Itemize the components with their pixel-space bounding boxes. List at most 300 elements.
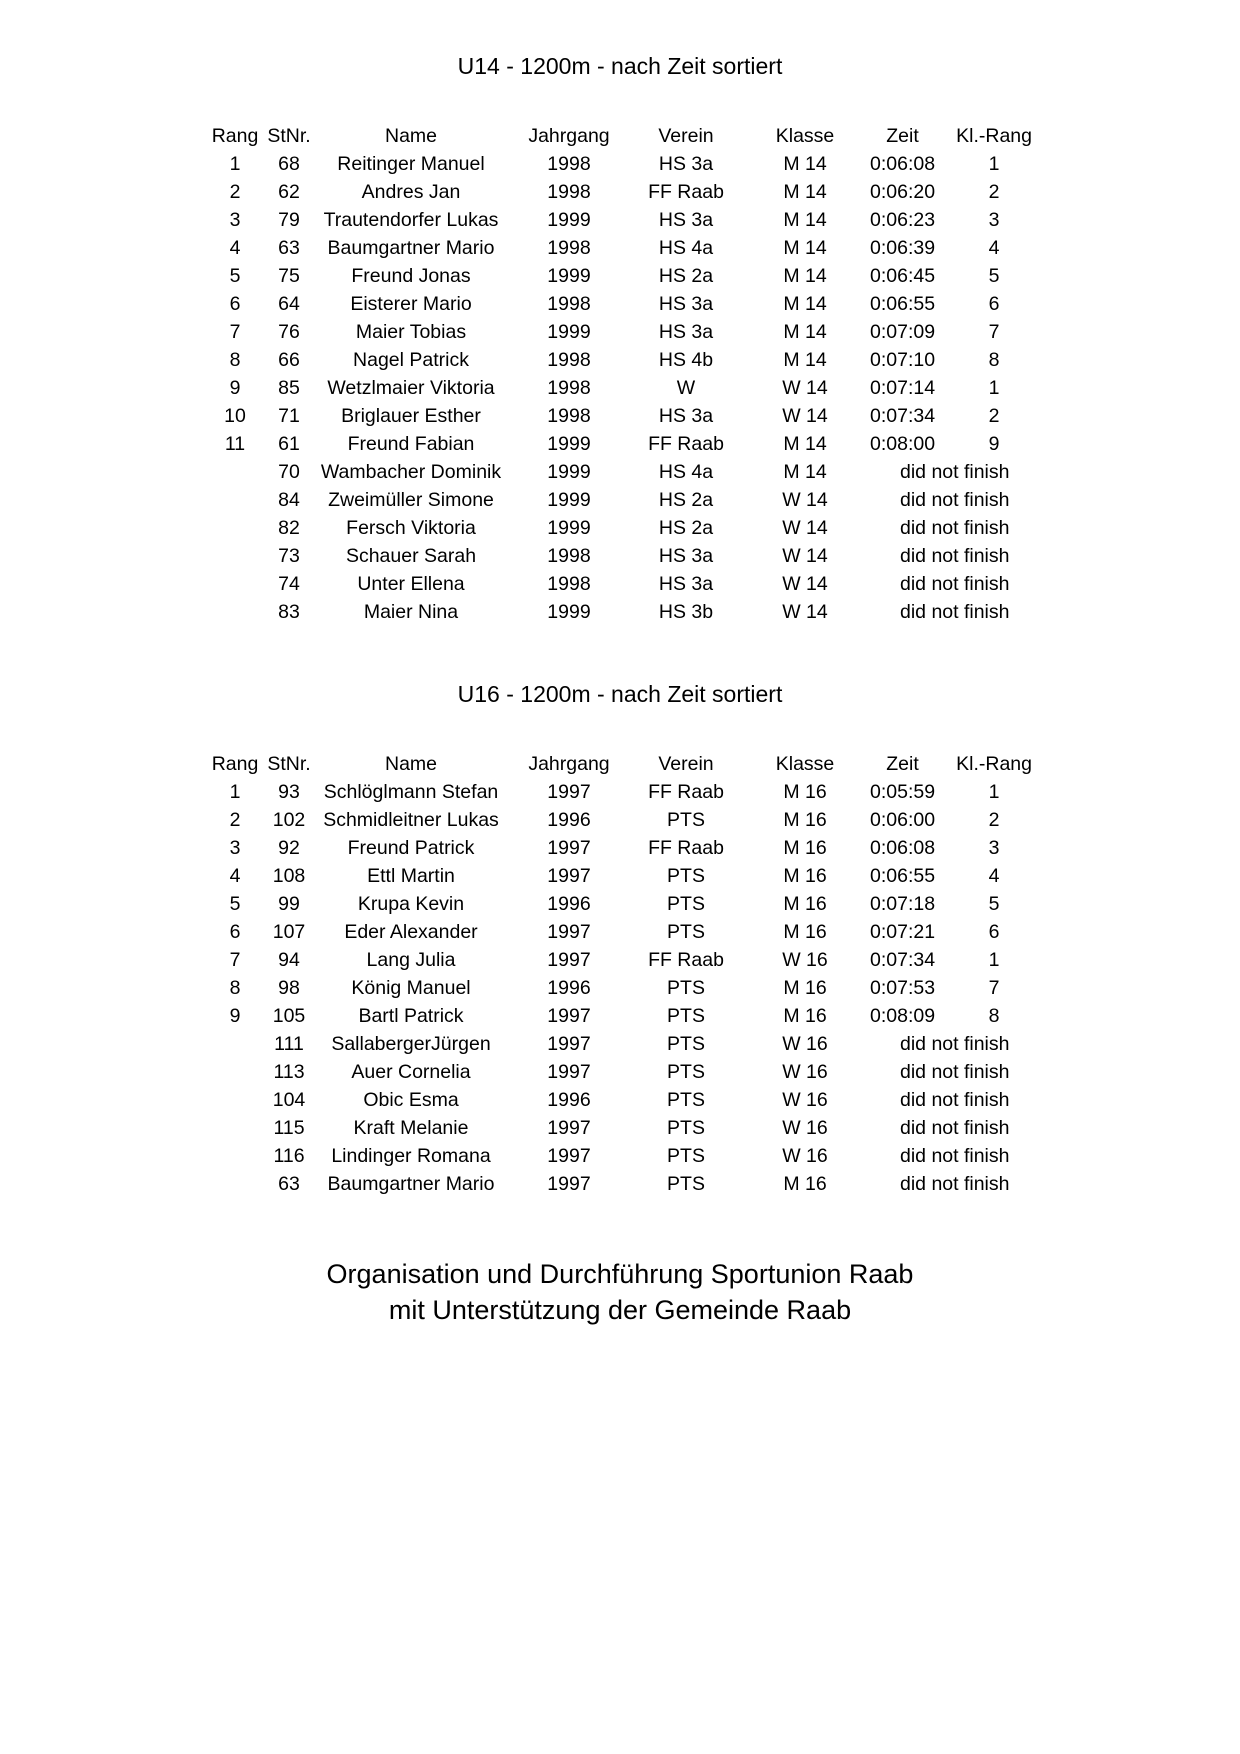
- cell-klrang: 7: [988, 321, 1000, 343]
- header-rang: Rang: [211, 125, 259, 147]
- results-table-u16: [208, 750, 1053, 1198]
- table-row: [208, 290, 1053, 318]
- cell-stnr: 84: [278, 489, 300, 511]
- cell-name: Baumgartner Mario: [327, 1173, 495, 1195]
- cell-rang: 5: [229, 893, 241, 915]
- table-row: [208, 570, 1053, 598]
- cell-jahrgang: 1999: [547, 517, 591, 539]
- cell-zeit: did not finish: [900, 1117, 1010, 1139]
- header-stnr: StNr.: [267, 753, 311, 775]
- cell-rang: [208, 1142, 262, 1170]
- cell-verein: HS 3a: [658, 573, 714, 595]
- cell-stnr: 71: [278, 405, 300, 427]
- cell-rang: 8: [229, 349, 241, 371]
- table-row: [208, 1058, 1053, 1086]
- cell-name: Krupa Kevin: [357, 893, 465, 915]
- cell-rang: [208, 458, 262, 486]
- cell-verein: HS 3a: [658, 293, 714, 315]
- cell-jahrgang: 1999: [547, 433, 591, 455]
- cell-klasse: M 14: [783, 349, 827, 371]
- cell-klrang: 2: [988, 405, 1000, 427]
- cell-jahrgang: 1997: [547, 921, 591, 943]
- cell-name: Wetzlmaier Viktoria: [327, 377, 495, 399]
- cell-verein: HS 3b: [658, 601, 714, 623]
- header-verein: Verein: [658, 125, 714, 147]
- table-row: [208, 598, 1053, 626]
- table-row: [208, 262, 1053, 290]
- cell-rang: 3: [229, 209, 241, 231]
- cell-rang: 6: [229, 921, 241, 943]
- cell-jahrgang: 1998: [547, 349, 591, 371]
- cell-klasse: M 14: [783, 293, 827, 315]
- cell-zeit: did not finish: [900, 1145, 1010, 1167]
- table-row: [208, 974, 1053, 1002]
- cell-zeit: did not finish: [900, 489, 1010, 511]
- cell-zeit: did not finish: [900, 545, 1010, 567]
- cell-rang: 4: [229, 237, 241, 259]
- cell-jahrgang: 1997: [547, 949, 591, 971]
- cell-name: Unter Ellena: [357, 573, 465, 595]
- cell-name: Reitinger Manuel: [337, 153, 485, 175]
- cell-klrang: 6: [988, 921, 1000, 943]
- cell-zeit: did not finish: [900, 1173, 1010, 1195]
- section-title-u16: U16 - 1200m - nach Zeit sortiert: [457, 681, 783, 707]
- footer: [0, 1256, 1240, 1328]
- table-row: [208, 318, 1053, 346]
- cell-name: Lindinger Romana: [331, 1145, 491, 1167]
- cell-verein: PTS: [667, 1061, 705, 1083]
- table-row: [208, 542, 1053, 570]
- cell-jahrgang: 1999: [547, 321, 591, 343]
- cell-jahrgang: 1998: [547, 237, 591, 259]
- cell-zeit: 0:07:21: [870, 921, 936, 943]
- cell-stnr: 63: [278, 237, 300, 259]
- cell-zeit: did not finish: [900, 1033, 1010, 1055]
- cell-klrang: 2: [988, 181, 1000, 203]
- table-row: [208, 346, 1053, 374]
- cell-rang: [208, 486, 262, 514]
- cell-name: Freund Patrick: [347, 837, 475, 859]
- cell-klasse: M 16: [783, 1005, 827, 1027]
- cell-zeit: did not finish: [900, 1089, 1010, 1111]
- table-row: [208, 806, 1053, 834]
- cell-rang: 4: [229, 865, 241, 887]
- cell-name: König Manuel: [351, 977, 471, 999]
- cell-klasse: W 16: [782, 1089, 828, 1111]
- cell-rang: [208, 1114, 262, 1142]
- cell-jahrgang: 1999: [547, 601, 591, 623]
- table-row: [208, 1170, 1053, 1198]
- cell-zeit: did not finish: [900, 517, 1010, 539]
- cell-zeit: did not finish: [900, 601, 1010, 623]
- header-zeit: Zeit: [886, 125, 919, 147]
- footer-line-support: mit Unterstützung der Gemeinde Raab: [388, 1295, 852, 1325]
- header-verein: Verein: [658, 753, 714, 775]
- cell-klasse: M 14: [783, 265, 827, 287]
- cell-klrang: 2: [988, 809, 1000, 831]
- cell-rang: [208, 570, 262, 598]
- cell-stnr: 104: [272, 1089, 306, 1111]
- table-row: [208, 1142, 1053, 1170]
- cell-stnr: 61: [278, 433, 300, 455]
- cell-rang: [208, 1086, 262, 1114]
- cell-zeit: 0:05:59: [870, 781, 936, 803]
- cell-klrang: 3: [988, 209, 1000, 231]
- cell-zeit: 0:06:55: [870, 865, 936, 887]
- cell-name: Andres Jan: [361, 181, 461, 203]
- cell-name: Obic Esma: [363, 1089, 459, 1111]
- cell-rang: 10: [224, 405, 246, 427]
- cell-name: Trautendorfer Lukas: [323, 209, 499, 231]
- cell-name: Freund Fabian: [347, 433, 475, 455]
- cell-zeit: 0:06:20: [870, 181, 936, 203]
- cell-jahrgang: 1997: [547, 1145, 591, 1167]
- cell-klasse: M 16: [783, 837, 827, 859]
- cell-zeit: 0:06:08: [870, 153, 936, 175]
- cell-zeit: did not finish: [900, 461, 1010, 483]
- cell-verein: HS 3a: [658, 545, 714, 567]
- cell-stnr: 74: [278, 573, 300, 595]
- cell-jahrgang: 1997: [547, 781, 591, 803]
- header-kl-rang: Kl.-Rang: [956, 753, 1032, 775]
- cell-name: Kraft Melanie: [353, 1117, 469, 1139]
- header-name: Name: [384, 753, 438, 775]
- cell-stnr: 92: [278, 837, 300, 859]
- cell-jahrgang: 1998: [547, 293, 591, 315]
- cell-rang: 7: [229, 321, 241, 343]
- cell-klasse: M 14: [783, 461, 827, 483]
- cell-rang: [208, 514, 262, 542]
- cell-klasse: W 14: [782, 405, 828, 427]
- cell-name: Zweimüller Simone: [328, 489, 494, 511]
- cell-verein: PTS: [667, 977, 705, 999]
- header-jahrgang: Jahrgang: [528, 753, 610, 775]
- cell-verein: PTS: [667, 1173, 705, 1195]
- table-row: [208, 514, 1053, 542]
- cell-klrang: 1: [988, 377, 1000, 399]
- cell-jahrgang: 1997: [547, 865, 591, 887]
- cell-zeit: 0:07:14: [870, 377, 936, 399]
- cell-klrang: 8: [988, 1005, 1000, 1027]
- cell-rang: 5: [229, 265, 241, 287]
- cell-zeit: did not finish: [900, 573, 1010, 595]
- cell-name: Wambacher Dominik: [320, 461, 502, 483]
- cell-rang: [208, 1170, 262, 1198]
- cell-zeit: 0:06:45: [870, 265, 936, 287]
- cell-stnr: 82: [278, 517, 300, 539]
- cell-verein: HS 3a: [658, 321, 714, 343]
- cell-klasse: M 16: [783, 865, 827, 887]
- cell-jahrgang: 1998: [547, 377, 591, 399]
- table-row: [208, 486, 1053, 514]
- results-table-u14: [208, 122, 1053, 626]
- cell-verein: PTS: [667, 1117, 705, 1139]
- cell-name: Ettl Martin: [367, 865, 455, 887]
- cell-jahrgang: 1997: [547, 1005, 591, 1027]
- cell-rang: 9: [229, 377, 241, 399]
- cell-stnr: 107: [272, 921, 306, 943]
- table-row: [208, 430, 1053, 458]
- header-kl-rang: Kl.-Rang: [956, 125, 1032, 147]
- cell-verein: FF Raab: [648, 433, 724, 455]
- cell-verein: HS 3a: [658, 153, 714, 175]
- cell-name: Auer Cornelia: [351, 1061, 471, 1083]
- cell-klasse: M 14: [783, 433, 827, 455]
- header-rang: Rang: [211, 753, 259, 775]
- cell-klrang: 4: [988, 865, 1000, 887]
- cell-name: Eder Alexander: [344, 921, 478, 943]
- cell-zeit: 0:08:00: [870, 433, 936, 455]
- cell-klrang: 9: [988, 433, 1000, 455]
- cell-klasse: M 14: [783, 153, 827, 175]
- cell-klrang: 5: [988, 893, 1000, 915]
- cell-klrang: 1: [988, 781, 1000, 803]
- cell-name: Maier Nina: [363, 601, 459, 623]
- cell-verein: PTS: [667, 865, 705, 887]
- table-row: [208, 1086, 1053, 1114]
- table-row: [208, 206, 1053, 234]
- cell-rang: 11: [224, 433, 246, 455]
- cell-stnr: 105: [272, 1005, 306, 1027]
- cell-klasse: W 16: [782, 1061, 828, 1083]
- cell-jahrgang: 1997: [547, 1061, 591, 1083]
- cell-zeit: 0:07:34: [870, 949, 936, 971]
- cell-name: Schauer Sarah: [345, 545, 477, 567]
- table-row: [208, 374, 1053, 402]
- cell-rang: 1: [229, 781, 241, 803]
- table-row: [208, 178, 1053, 206]
- cell-zeit: 0:08:09: [870, 1005, 936, 1027]
- cell-name: Schmidleitner Lukas: [323, 809, 499, 831]
- table-row: [208, 1030, 1053, 1058]
- cell-stnr: 64: [278, 293, 300, 315]
- section-title-u14: U14 - 1200m - nach Zeit sortiert: [457, 53, 783, 79]
- cell-zeit: 0:07:10: [870, 349, 936, 371]
- cell-zeit: 0:06:55: [870, 293, 936, 315]
- cell-verein: PTS: [667, 893, 705, 915]
- cell-klasse: W 14: [782, 517, 828, 539]
- cell-jahrgang: 1996: [547, 809, 591, 831]
- cell-zeit: did not finish: [900, 1061, 1010, 1083]
- cell-stnr: 98: [278, 977, 300, 999]
- cell-verein: HS 4b: [658, 349, 714, 371]
- cell-verein: FF Raab: [648, 949, 724, 971]
- cell-stnr: 83: [278, 601, 300, 623]
- table-row: [208, 150, 1053, 178]
- cell-name: Nagel Patrick: [353, 349, 469, 371]
- cell-stnr: 70: [278, 461, 300, 483]
- cell-stnr: 66: [278, 349, 300, 371]
- table-row: [208, 1114, 1053, 1142]
- cell-stnr: 94: [278, 949, 300, 971]
- cell-name: Schlöglmann Stefan: [323, 781, 499, 803]
- cell-zeit: 0:07:34: [870, 405, 936, 427]
- cell-verein: W: [676, 377, 696, 399]
- cell-rang: [208, 1030, 262, 1058]
- cell-klasse: M 14: [783, 181, 827, 203]
- cell-klasse: W 16: [782, 1033, 828, 1055]
- cell-jahrgang: 1998: [547, 545, 591, 567]
- cell-name: Briglauer Esther: [341, 405, 481, 427]
- cell-verein: HS 4a: [658, 461, 714, 483]
- header-zeit: Zeit: [886, 753, 919, 775]
- cell-klasse: M 16: [783, 809, 827, 831]
- cell-name: Bartl Patrick: [358, 1005, 464, 1027]
- cell-klrang: 5: [988, 265, 1000, 287]
- cell-name: Eisterer Mario: [350, 293, 472, 315]
- cell-rang: 7: [229, 949, 241, 971]
- table-row: [208, 862, 1053, 890]
- cell-klasse: W 14: [782, 601, 828, 623]
- cell-verein: PTS: [667, 1145, 705, 1167]
- cell-jahrgang: 1998: [547, 573, 591, 595]
- header-klasse: Klasse: [775, 125, 835, 147]
- cell-rang: 1: [229, 153, 241, 175]
- cell-jahrgang: 1998: [547, 181, 591, 203]
- cell-stnr: 102: [272, 809, 306, 831]
- cell-stnr: 76: [278, 321, 300, 343]
- cell-verein: PTS: [667, 1005, 705, 1027]
- cell-klasse: W 14: [782, 573, 828, 595]
- cell-stnr: 116: [273, 1145, 305, 1167]
- cell-jahrgang: 1999: [547, 461, 591, 483]
- cell-verein: FF Raab: [648, 837, 724, 859]
- cell-verein: HS 2a: [658, 265, 714, 287]
- cell-jahrgang: 1996: [547, 977, 591, 999]
- header-stnr: StNr.: [267, 125, 311, 147]
- cell-stnr: 99: [278, 893, 300, 915]
- cell-stnr: 68: [278, 153, 300, 175]
- cell-name: Baumgartner Mario: [327, 237, 495, 259]
- cell-klasse: M 16: [783, 893, 827, 915]
- cell-zeit: 0:07:18: [870, 893, 936, 915]
- cell-rang: 9: [229, 1005, 241, 1027]
- cell-stnr: 113: [273, 1061, 305, 1083]
- cell-klrang: 1: [988, 153, 1000, 175]
- cell-verein: PTS: [667, 921, 705, 943]
- cell-klasse: W 16: [782, 1145, 828, 1167]
- cell-zeit: 0:06:00: [870, 809, 936, 831]
- cell-jahrgang: 1996: [547, 1089, 591, 1111]
- cell-klrang: 8: [988, 349, 1000, 371]
- cell-klasse: M 16: [783, 1173, 827, 1195]
- cell-klasse: M 16: [783, 921, 827, 943]
- cell-rang: 3: [229, 837, 241, 859]
- cell-stnr: 79: [278, 209, 300, 231]
- cell-klasse: M 14: [783, 237, 827, 259]
- cell-verein: FF Raab: [648, 781, 724, 803]
- cell-klasse: M 16: [783, 977, 827, 999]
- cell-rang: 6: [229, 293, 241, 315]
- cell-stnr: 73: [278, 545, 300, 567]
- cell-verein: HS 4a: [658, 237, 714, 259]
- cell-verein: PTS: [667, 809, 705, 831]
- table-row: [208, 402, 1053, 430]
- cell-stnr: 62: [278, 181, 300, 203]
- cell-name: Fersch Viktoria: [346, 517, 476, 539]
- cell-jahrgang: 1998: [547, 153, 591, 175]
- cell-stnr: 75: [278, 265, 300, 287]
- table-row: [208, 946, 1053, 974]
- cell-verein: HS 3a: [658, 209, 714, 231]
- cell-name: Freund Jonas: [351, 265, 471, 287]
- cell-klasse: W 16: [782, 1117, 828, 1139]
- cell-jahrgang: 1997: [547, 837, 591, 859]
- cell-verein: PTS: [667, 1089, 705, 1111]
- cell-verein: FF Raab: [648, 181, 724, 203]
- header-name: Name: [384, 125, 438, 147]
- cell-jahrgang: 1997: [547, 1033, 591, 1055]
- cell-klasse: M 14: [783, 321, 827, 343]
- cell-jahrgang: 1997: [547, 1173, 591, 1195]
- table-header-row: [208, 122, 1053, 150]
- table-row: [208, 778, 1053, 806]
- cell-klasse: W 14: [782, 545, 828, 567]
- table-header-row: [208, 750, 1053, 778]
- header-jahrgang: Jahrgang: [528, 125, 610, 147]
- cell-klasse: W 16: [782, 949, 828, 971]
- cell-zeit: 0:07:53: [870, 977, 936, 999]
- cell-zeit: 0:06:08: [870, 837, 936, 859]
- cell-rang: 2: [229, 181, 241, 203]
- cell-jahrgang: 1996: [547, 893, 591, 915]
- cell-stnr: 108: [272, 865, 306, 887]
- cell-name: Maier Tobias: [355, 321, 467, 343]
- cell-stnr: 115: [273, 1117, 305, 1139]
- cell-klasse: M 16: [783, 781, 827, 803]
- cell-klasse: M 14: [783, 209, 827, 231]
- cell-rang: 2: [229, 809, 241, 831]
- cell-zeit: 0:06:23: [870, 209, 936, 231]
- cell-zeit: 0:07:09: [870, 321, 936, 343]
- cell-stnr: 85: [278, 377, 300, 399]
- table-row: [208, 834, 1053, 862]
- cell-klrang: 3: [988, 837, 1000, 859]
- cell-klrang: 1: [988, 949, 1000, 971]
- footer-line-organisation: Organisation und Durchführung Sportunion Raab: [326, 1259, 914, 1289]
- table-row: [208, 234, 1053, 262]
- cell-stnr: 63: [278, 1173, 300, 1195]
- cell-rang: [208, 1058, 262, 1086]
- header-klasse: Klasse: [775, 753, 835, 775]
- cell-jahrgang: 1999: [547, 209, 591, 231]
- cell-jahrgang: 1999: [547, 489, 591, 511]
- cell-verein: HS 2a: [658, 489, 714, 511]
- cell-rang: 8: [229, 977, 241, 999]
- cell-klrang: 6: [988, 293, 1000, 315]
- cell-rang: [208, 598, 262, 626]
- table-row: [208, 458, 1053, 486]
- cell-name: SallabergerJürgen: [331, 1033, 491, 1055]
- cell-jahrgang: 1998: [547, 405, 591, 427]
- cell-jahrgang: 1997: [547, 1117, 591, 1139]
- cell-zeit: 0:06:39: [870, 237, 936, 259]
- table-row: [208, 1002, 1053, 1030]
- cell-stnr: 93: [278, 781, 300, 803]
- cell-verein: HS 3a: [658, 405, 714, 427]
- cell-rang: [208, 542, 262, 570]
- cell-klasse: W 14: [782, 377, 828, 399]
- cell-klrang: 7: [988, 977, 1000, 999]
- cell-jahrgang: 1999: [547, 265, 591, 287]
- cell-verein: PTS: [667, 1033, 705, 1055]
- cell-verein: HS 2a: [658, 517, 714, 539]
- table-row: [208, 918, 1053, 946]
- cell-name: Lang Julia: [366, 949, 456, 971]
- table-row: [208, 890, 1053, 918]
- cell-klrang: 4: [988, 237, 1000, 259]
- cell-klasse: W 14: [782, 489, 828, 511]
